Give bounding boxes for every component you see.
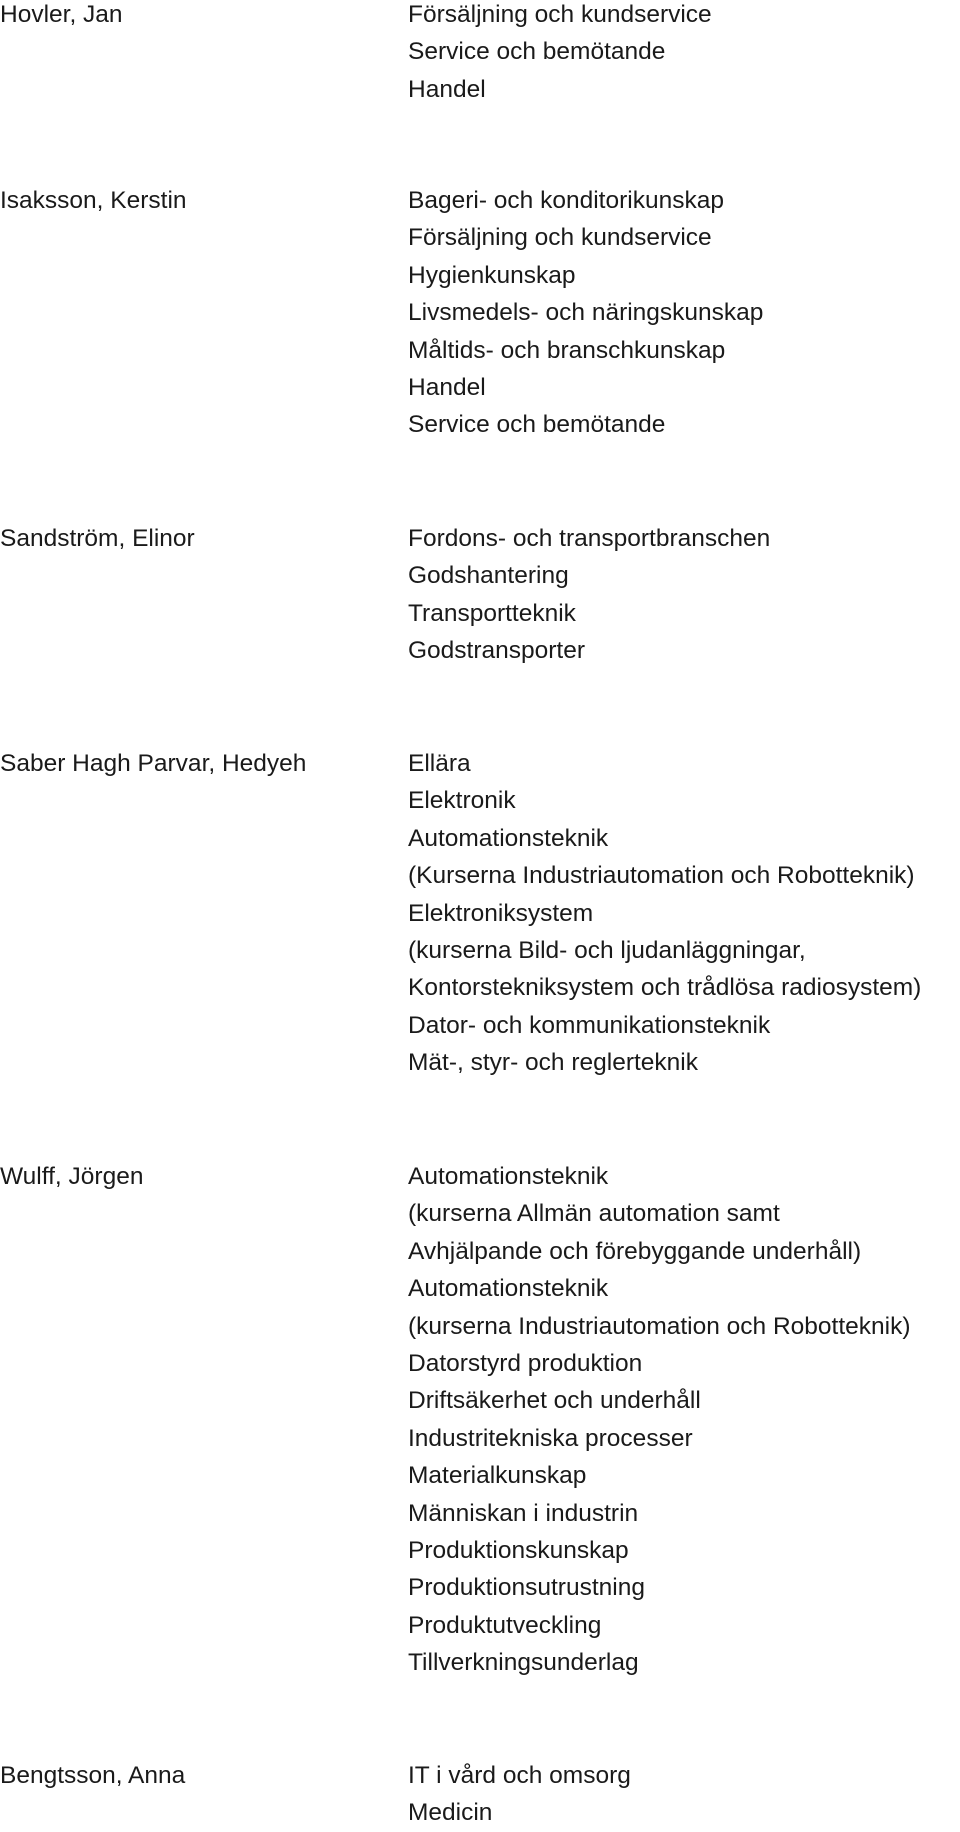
subject-item: Godshantering [408, 562, 569, 590]
subject-item: Försäljning och kundservice [408, 1, 712, 28]
subject-item: Dator- och kommunikationsteknik [408, 1011, 771, 1039]
subject-item: Produktionsutrustning [408, 1574, 645, 1602]
subject-item: Driftsäkerhet och underhåll [408, 1387, 701, 1415]
subject-item: Industritekniska processer [408, 1424, 693, 1452]
entry-isaksson-kerstin [0, 182, 960, 444]
person-name: Isaksson, Kerstin [0, 187, 187, 214]
subject-item: Handel [408, 374, 486, 402]
person-name: Wulff, Jörgen [0, 1163, 144, 1190]
subject-item: Handel [408, 75, 486, 103]
person-name: Sandström, Elinor [0, 525, 195, 552]
entry-bengtsson-anna [0, 1757, 960, 1832]
subject-item: Service och bemötande [408, 38, 666, 66]
subject-list [408, 0, 960, 108]
subject-item: Avhjälpande och förebyggande underhåll) [408, 1237, 862, 1265]
subject-item: Försäljning och kundservice [408, 224, 712, 252]
subject-item: Ellära [408, 750, 471, 777]
person-name: Saber Hagh Parvar, Hedyeh [0, 750, 307, 777]
subject-list [408, 1158, 960, 1682]
subject-item: Produktutveckling [408, 1611, 602, 1639]
subject-item: Bageri- och konditorikunskap [408, 187, 724, 214]
subject-list [408, 182, 960, 444]
subject-list [408, 745, 960, 1082]
subject-item: Produktionskunskap [408, 1537, 629, 1565]
subject-item: Tillverkningsunderlag [408, 1649, 639, 1677]
subject-item: Människan i industrin [408, 1499, 639, 1527]
subject-item: Kontorstekniksystem och trådlösa radiosystem) [408, 974, 922, 1002]
subject-item: Automationsteknik [408, 1275, 609, 1303]
subject-item: Måltids- och branschkunskap [408, 336, 726, 364]
subject-item: IT i vård och omsorg [408, 1762, 631, 1789]
entry-sandstrom-elinor [0, 520, 960, 670]
subject-item: (Kurserna Industriautomation och Robotteknik) [408, 862, 915, 890]
subject-item: Godstransporter [408, 637, 586, 665]
entry-hovler-jan [0, 0, 960, 108]
entry-saber-hagh-parvar-hedyeh [0, 745, 960, 1082]
subject-item: Medicin [408, 1799, 493, 1827]
subject-item: (kurserna Bild- och ljudanläggningar, [408, 937, 806, 965]
subject-list [408, 520, 960, 670]
subject-item: Service och bemötande [408, 411, 666, 439]
subject-item: Automationsteknik [408, 824, 609, 852]
entry-wulff-jorgen [0, 1158, 960, 1682]
subject-item: Transportteknik [408, 599, 576, 627]
subject-item: (kurserna Allmän automation samt [408, 1200, 780, 1228]
subject-item: Livsmedels- och näringskunskap [408, 299, 764, 327]
subject-item: Elektronik [408, 787, 516, 815]
person-name: Bengtsson, Anna [0, 1762, 186, 1789]
subject-item: Automationsteknik [408, 1163, 609, 1190]
subject-item: (kurserna Industriautomation och Robotteknik) [408, 1312, 911, 1340]
subject-item: Hygienkunskap [408, 261, 576, 289]
person-name: Hovler, Jan [0, 1, 123, 28]
subject-item: Fordons- och transportbranschen [408, 525, 771, 552]
subject-list [408, 1757, 960, 1832]
subject-item: Elektroniksystem [408, 899, 594, 927]
subject-item: Materialkunskap [408, 1462, 587, 1490]
subject-item: Mät-, styr- och reglerteknik [408, 1049, 698, 1077]
subject-item: Datorstyrd produktion [408, 1350, 643, 1378]
